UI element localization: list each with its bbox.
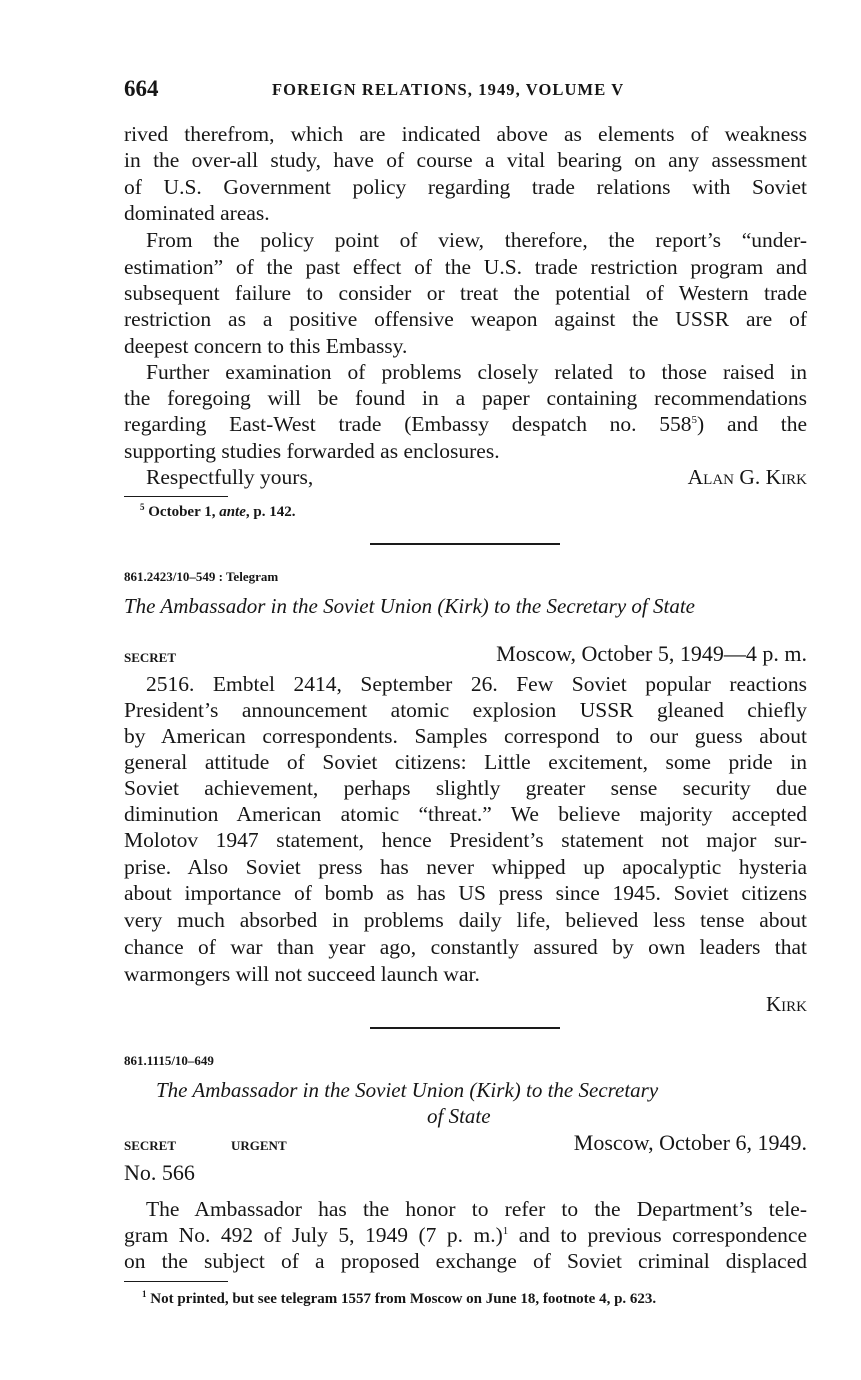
document-title-continued: of State <box>427 1104 491 1128</box>
body-line: 2516. Embtel 2414, September 26. Few Soviet popular reactions <box>146 672 807 696</box>
body-text: regarding East-West trade (Embassy despatch no. 558 <box>124 412 692 436</box>
body-line: by American correspondents. Samples correspond to our guess about <box>124 724 807 748</box>
document-title: The Ambassador in the Soviet Union (Kirk) to the Secretary <box>156 1078 659 1102</box>
footnote-rule <box>124 496 228 497</box>
footnote-text: Not printed, but see telegram 1557 from Moscow on June 18, footnote 4, p. 623. <box>150 1291 657 1307</box>
footnote-ref: 5 <box>691 413 698 426</box>
despatch-number: No. 566 <box>124 1160 195 1185</box>
page-number: 664 <box>124 76 159 101</box>
body-line: The Ambassador has the honor to refer to the Department’s tele- <box>146 1197 807 1221</box>
body-line: of U.S. Government policy regarding trade relations with Soviet <box>124 175 807 199</box>
body-line: Soviet achievement, perhaps slightly greater sense security due <box>124 776 807 800</box>
footnote-text: , p. 142. <box>245 504 296 520</box>
document-title: The Ambassador in the Soviet Union (Kirk) to the Secretary of State <box>124 594 695 618</box>
body-line: prise. Also Soviet press has never whipped up apocalyptic hysteria <box>124 855 807 879</box>
body-line: on the subject of a proposed exchange of Soviet criminal displaced <box>124 1249 807 1273</box>
footnote <box>140 504 295 521</box>
body-line: deepest concern to this Embassy. <box>124 334 408 358</box>
classification: SECRET <box>124 1138 177 1153</box>
priority: URGENT <box>231 1138 287 1153</box>
body-line: dominated areas. <box>124 201 270 225</box>
body-line: diminution American atomic “threat.” We believe majority accepted <box>124 802 807 826</box>
body-line: about importance of bomb as has US press since 1945. Soviet citizens <box>124 881 807 905</box>
body-line <box>124 1222 807 1248</box>
body-text: and to previous correspondence <box>508 1223 807 1247</box>
body-line: Further examination of problems closely related to those raised in <box>146 360 807 384</box>
footnote-marker: 1 <box>142 1289 147 1299</box>
file-reference: 861.2423/10–549 : Telegram <box>124 569 279 584</box>
body-line: in the over-all study, have of course a vital bearing on any assessment <box>124 148 807 172</box>
body-text: ) and the <box>697 412 807 436</box>
body-line: restriction as a positive offensive weapon against the USSR are of <box>124 307 807 331</box>
body-line: rived therefrom, which are indicated above as elements of weakness <box>124 122 807 146</box>
body-line: very much absorbed in problems daily life, believed less tense about <box>124 908 807 932</box>
body-line: warmongers will not succeed launch war. <box>124 962 480 986</box>
footnote-text: ante <box>219 504 246 520</box>
body-line: general attitude of Soviet citizens: Little excitement, some pride in <box>124 750 807 774</box>
body-line <box>124 411 807 437</box>
dateline: Moscow, October 6, 1949. <box>573 1130 807 1155</box>
body-text: gram No. 492 of July 5, 1949 (7 p. m.) <box>124 1223 503 1247</box>
body-line: the foregoing will be found in a paper containing recommendations <box>124 386 807 410</box>
body-line: From the policy point of view, therefore, the report’s “under- <box>146 228 807 252</box>
footnote-ref: 1 <box>502 1224 509 1237</box>
file-reference: 861.1115/10–649 <box>124 1053 214 1068</box>
body-line: subsequent failure to consider or treat the potential of Western trade <box>124 281 807 305</box>
body-line: Molotov 1947 statement, hence President’s statement not major sur- <box>124 828 807 852</box>
body-line: President’s announcement atomic explosion USSR gleaned chiefly <box>124 698 807 722</box>
section-divider <box>370 1027 560 1029</box>
closing: Respectfully yours, <box>146 465 314 489</box>
body-line: chance of war than year ago, constantly assured by own leaders that <box>124 935 807 959</box>
footnote <box>142 1291 656 1308</box>
footnote-rule <box>124 1281 228 1282</box>
running-title: FOREIGN RELATIONS, 1949, VOLUME V <box>272 80 625 99</box>
footnote-marker: 5 <box>140 502 145 512</box>
signature: Kirk <box>766 992 807 1016</box>
section-divider <box>370 543 560 545</box>
signature: Alan G. Kirk <box>687 465 807 489</box>
body-line: estimation” of the past effect of the U.S. trade restriction program and <box>124 255 807 279</box>
body-line: supporting studies forwarded as enclosures. <box>124 439 500 463</box>
footnote-text: October 1, <box>148 504 216 520</box>
dateline: Moscow, October 5, 1949—4 p. m. <box>496 641 807 666</box>
classification: SECRET <box>124 650 177 665</box>
